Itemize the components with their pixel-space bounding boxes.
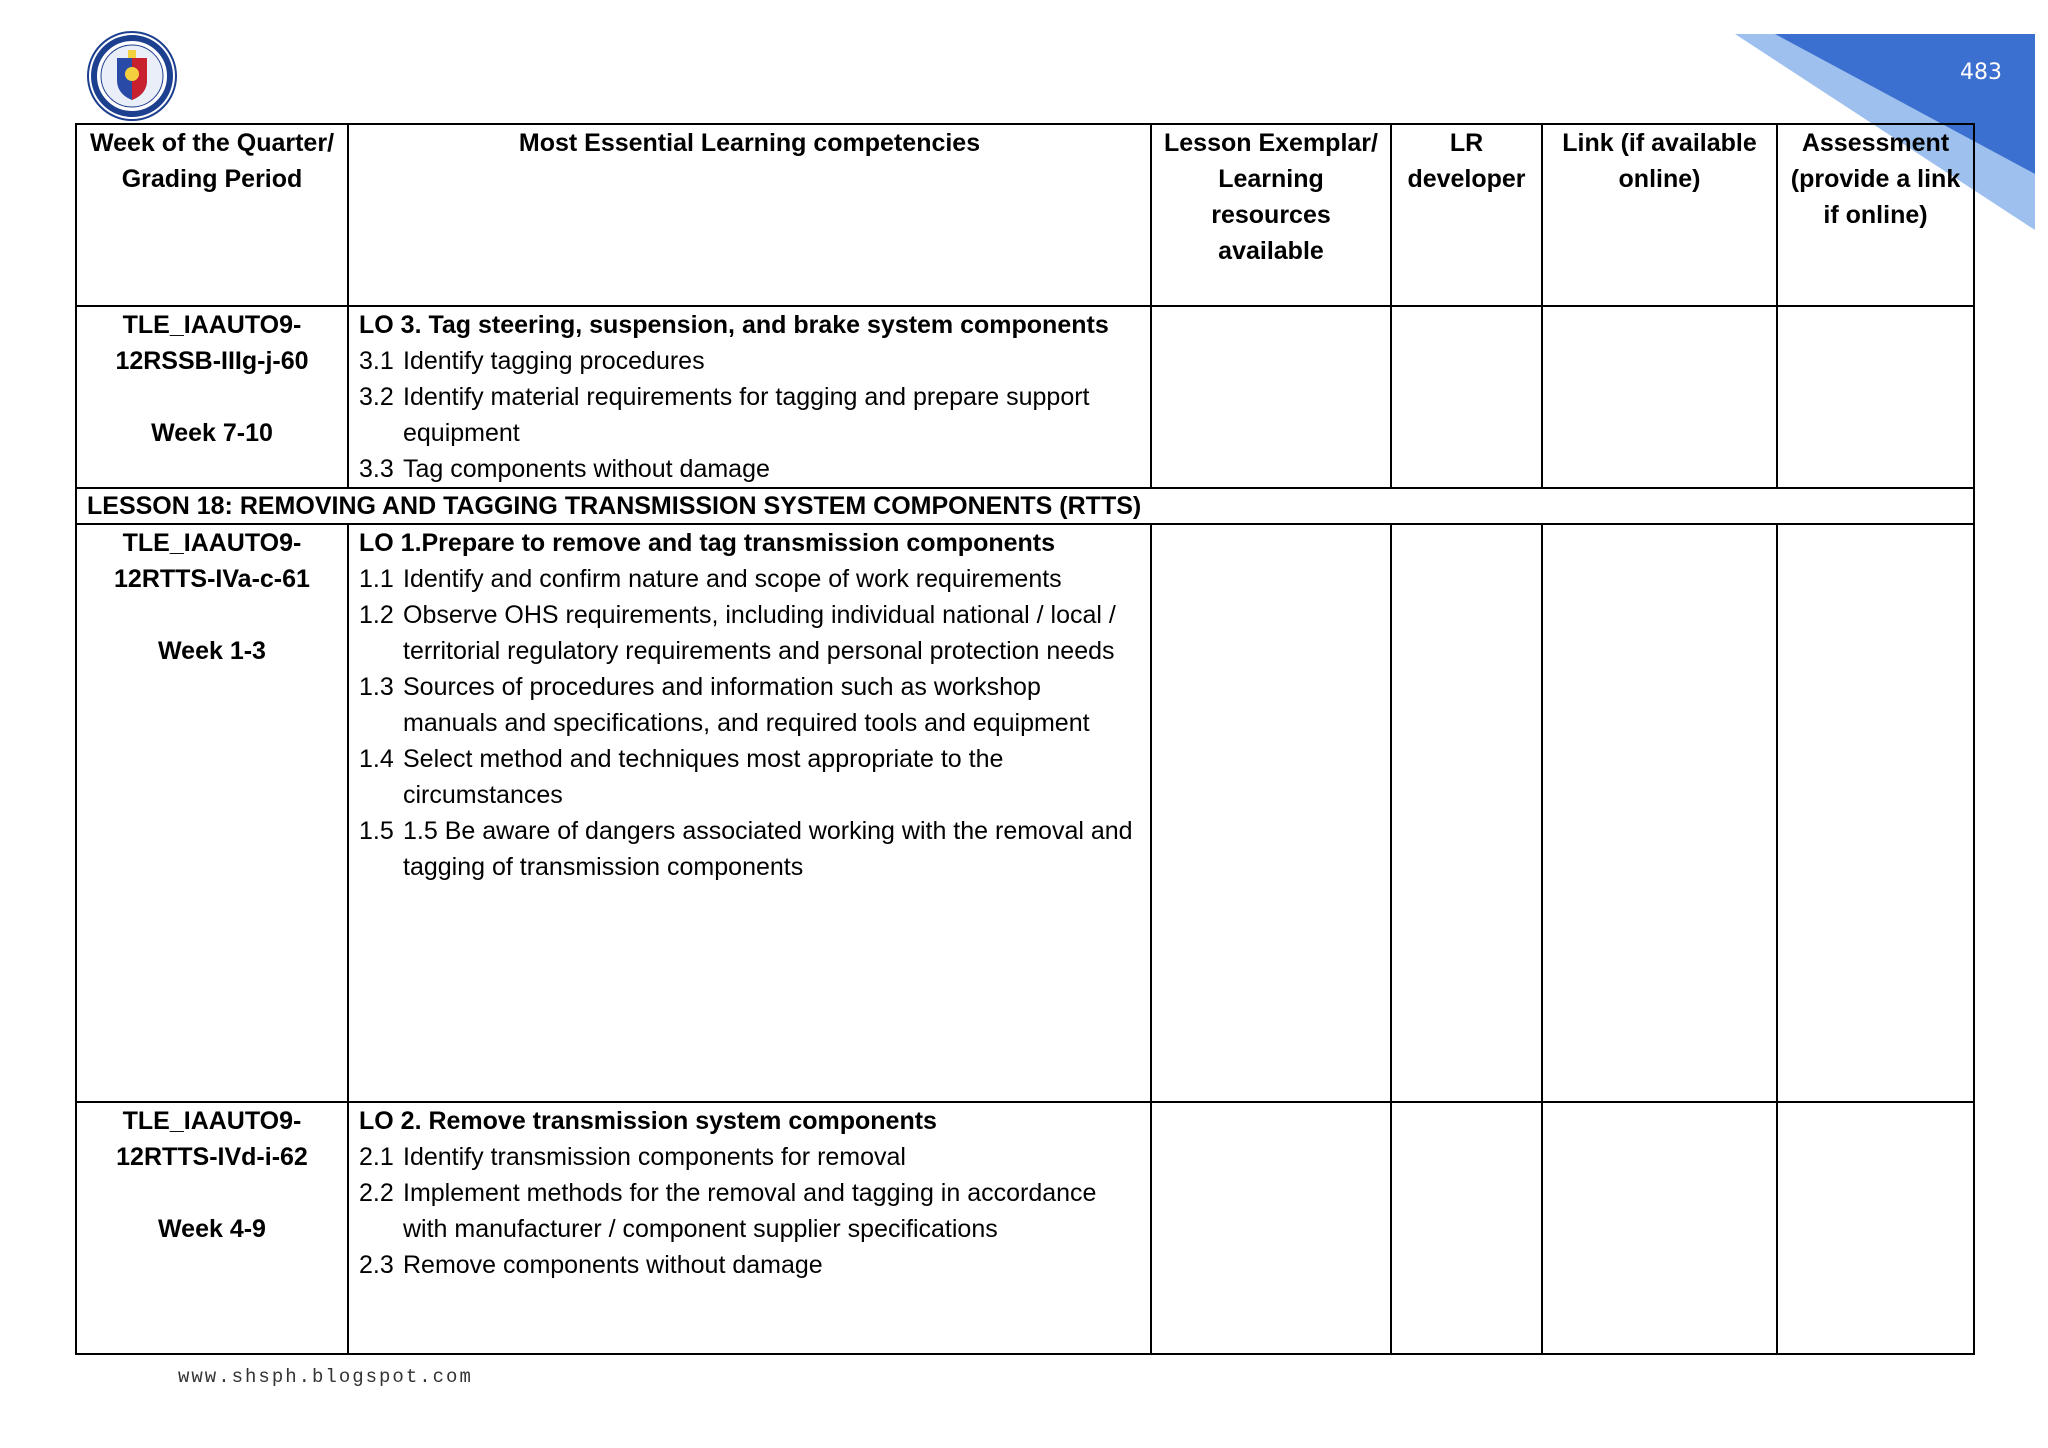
item-text: Identify tagging procedures [403,347,705,375]
item-text: Observe OHS requirements, including individual national / local / territorial regulatory requirements and personal protection needs [403,601,1116,665]
list-item [359,379,1140,451]
table-row [76,1102,1974,1354]
item-number: 3.3 [359,455,394,483]
item-text: Identify transmission components for removal [403,1143,906,1171]
item-text: Implement methods for the removal and tagging in accordance with manufacturer / component supplier specifications [403,1179,1097,1243]
list-item [359,813,1140,885]
item-text: Sources of procedures and information such as workshop manuals and specifications, and required tools and equipment [403,673,1090,737]
empty-cell [1391,524,1542,1102]
empty-cell [1151,306,1391,488]
lo-title: LO 3. Tag steering, suspension, and brake system components [359,311,1109,339]
competency-code: TLE_IAAUTO9- [122,1107,302,1135]
lesson-heading: LESSON 18: REMOVING AND TAGGING TRANSMISSION SYSTEM COMPONENTS (RTTS) [76,488,1974,524]
footer-url: www.shsph.blogspot.com [178,1366,473,1388]
competency-cell [348,524,1151,1102]
code-cell [76,524,348,1102]
empty-cell [1151,524,1391,1102]
code-cell [76,306,348,488]
page-number: 483 [1960,60,2002,85]
item-text: 1.5 Be aware of dangers associated working with the removal and tagging of transmission components [403,817,1133,881]
empty-cell [1777,306,1974,488]
item-text: Identify and confirm nature and scope of work requirements [403,565,1062,593]
item-text: Identify material requirements for tagging and prepare support equipment [403,383,1090,447]
lo-title: LO 2. Remove transmission system components [359,1107,937,1135]
list-item [359,1247,1140,1283]
list-item [359,741,1140,813]
competency-code: 12RTTS-IVd-i-62 [116,1143,308,1171]
empty-cell [1391,1102,1542,1354]
item-number: 2.1 [359,1143,394,1171]
empty-cell [1777,524,1974,1102]
table-row [76,524,1974,1102]
item-number: 1.5 [359,817,394,845]
item-number: 3.2 [359,383,394,411]
table-header-row [76,124,1974,306]
item-text: Select method and techniques most appropriate to the circumstances [403,745,1004,809]
header-week: Week of the Quarter/ Grading Period [76,124,348,306]
list-item [359,343,1140,379]
item-text: Tag components without damage [403,455,770,483]
empty-cell [1542,1102,1777,1354]
header-assessment: Assessment (provide a link if online) [1777,124,1974,306]
competency-code: TLE_IAAUTO9- [122,311,302,339]
empty-cell [1391,306,1542,488]
item-text: Remove components without damage [403,1251,823,1279]
item-number: 2.3 [359,1251,394,1279]
item-number: 2.2 [359,1179,394,1207]
empty-cell [1151,1102,1391,1354]
competency-code: TLE_IAAUTO9- [122,529,302,557]
empty-cell [1542,306,1777,488]
list-item [359,1139,1140,1175]
list-item [359,597,1140,669]
competency-code: 12RSSB-IIIg-j-60 [115,347,309,375]
header-lesson-exemplar: Lesson Exemplar/ Learning resources available [1151,124,1391,306]
empty-cell [1777,1102,1974,1354]
item-number: 3.1 [359,347,394,375]
competency-cell [348,306,1151,488]
lo-title: LO 1.Prepare to remove and tag transmission components [359,529,1056,557]
header-lr-developer: LR developer [1391,124,1542,306]
list-item [359,669,1140,741]
list-item [359,451,1140,487]
lesson-heading-row [76,488,1974,524]
code-cell [76,1102,348,1354]
week-label: Week 7-10 [151,419,273,447]
competency-cell [348,1102,1151,1354]
week-label: Week 4-9 [158,1215,266,1243]
table-row [76,306,1974,488]
item-number: 1.3 [359,673,394,701]
empty-cell [1542,524,1777,1102]
item-number: 1.1 [359,565,394,593]
list-item [359,561,1140,597]
deped-seal-icon [86,30,178,122]
item-number: 1.4 [359,745,394,773]
curriculum-table [75,123,1975,1355]
competency-code: 12RTTS-IVa-c-61 [114,565,310,593]
week-label: Week 1-3 [158,637,266,665]
header-competencies: Most Essential Learning competencies [348,124,1151,306]
item-number: 1.2 [359,601,394,629]
header-link: Link (if available online) [1542,124,1777,306]
list-item [359,1175,1140,1247]
